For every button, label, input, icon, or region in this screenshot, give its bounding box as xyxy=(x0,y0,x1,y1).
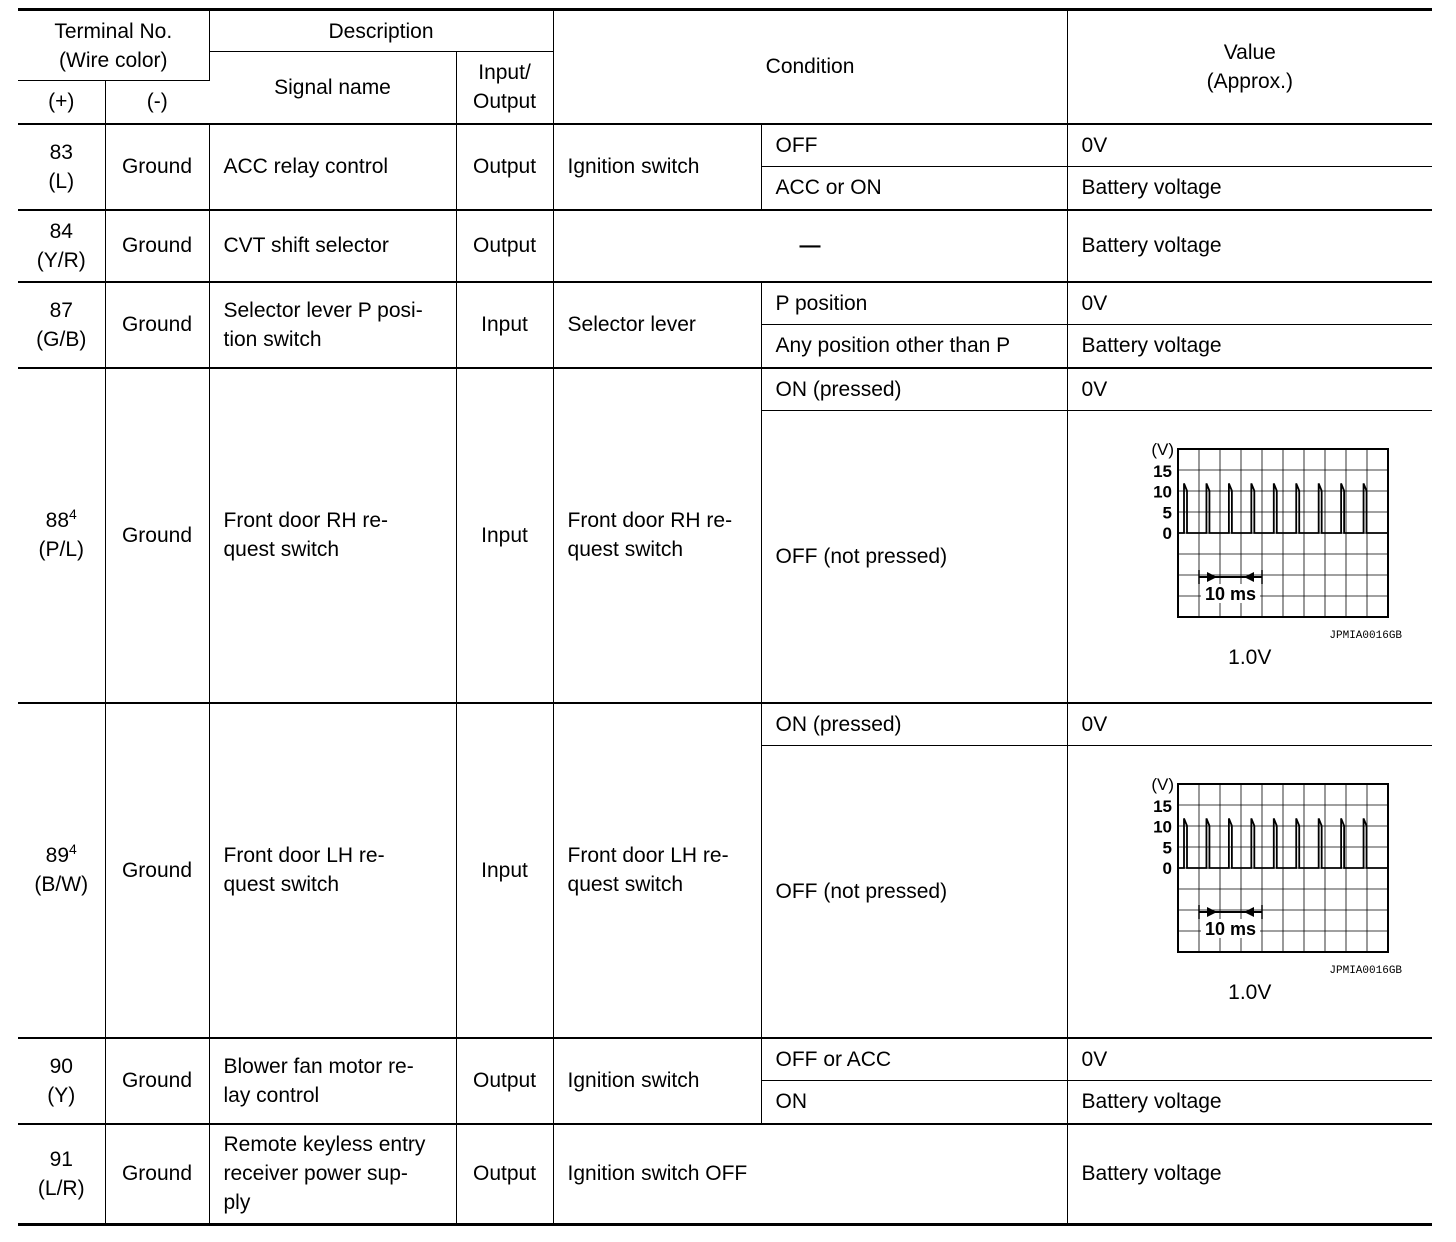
ground-cell: Ground xyxy=(105,282,209,368)
io-cell: Input xyxy=(456,703,553,1038)
value-cell: 0V xyxy=(1067,703,1432,746)
terminal-no-label: Terminal No. xyxy=(54,19,173,43)
state-cell: OFF (not pressed) xyxy=(761,746,1067,1038)
terminal-number: 87 xyxy=(49,298,73,322)
y-tick-label: 0 xyxy=(1162,524,1172,544)
description-header: Description xyxy=(209,10,553,52)
value-cell: 0V xyxy=(1067,282,1432,325)
oscilloscope-waveform xyxy=(1100,776,1400,966)
arrow-head xyxy=(1244,907,1254,917)
terminal-cell xyxy=(18,282,105,368)
io-cell: Input xyxy=(456,368,553,703)
wire-color: (L) xyxy=(48,169,75,193)
signal-name-cell xyxy=(209,282,456,368)
signal-name-line: Blower fan motor re- xyxy=(223,1054,414,1078)
y-tick-label: 5 xyxy=(1162,503,1172,523)
y-tick-label: 10 xyxy=(1152,817,1172,837)
signal-name-cell xyxy=(209,703,456,1038)
condition-cell: Ignition switch xyxy=(553,1038,761,1124)
signal-name-cell: ACC relay control xyxy=(209,124,456,210)
signal-name-line: Remote keyless entry xyxy=(223,1133,426,1157)
io-cell: Output xyxy=(456,210,553,282)
state-cell: ACC or ON xyxy=(761,167,1067,210)
waveform-cell xyxy=(1067,746,1432,1038)
ground-cell: Ground xyxy=(105,210,209,282)
value-cell: 0V xyxy=(1067,368,1432,411)
plus-header: (+) xyxy=(18,81,105,124)
signal-name-cell xyxy=(209,1038,456,1124)
io-label-1: Input/ xyxy=(478,61,531,85)
signal-name-line: Front door RH re- xyxy=(223,509,389,532)
terminal-number: 83 xyxy=(49,140,73,164)
terminal-cell xyxy=(18,1038,105,1124)
wire-color: (Y) xyxy=(47,1083,76,1107)
ground-cell: Ground xyxy=(105,1038,209,1124)
time-division-label: 10 ms xyxy=(1204,919,1256,940)
signal-name-header: Signal name xyxy=(209,52,456,124)
wire-color: (P/L) xyxy=(38,538,84,561)
condition-cell: Ignition switch OFF xyxy=(553,1124,1067,1225)
value-cell: Battery voltage xyxy=(1067,1124,1432,1225)
ground-cell: Ground xyxy=(105,703,209,1038)
signal-name-line: Front door LH re- xyxy=(223,844,385,867)
signal-name-line: quest switch xyxy=(223,873,340,896)
state-cell: OFF (not pressed) xyxy=(761,411,1067,703)
terminal-cell xyxy=(18,210,105,282)
state-cell: OFF or ACC xyxy=(761,1038,1067,1081)
ground-cell: Ground xyxy=(105,368,209,703)
footnote-mark: 4 xyxy=(69,841,77,857)
y-tick-label: 0 xyxy=(1162,859,1172,879)
figure-code: JPMIA0016GB xyxy=(1329,630,1403,643)
signal-name-line: Selector lever P posi- xyxy=(223,298,423,322)
io-label-2: Output xyxy=(472,90,537,114)
unit-label: (V) xyxy=(1151,776,1174,795)
value-label: Value xyxy=(1223,40,1276,64)
condition-line: Front door RH re- xyxy=(567,509,733,532)
waveform-cell xyxy=(1067,411,1432,703)
ground-cell: Ground xyxy=(105,1124,209,1225)
minus-header: (-) xyxy=(105,81,209,124)
arrow-head xyxy=(1207,572,1217,582)
y-tick-label: 15 xyxy=(1152,462,1172,482)
condition-cell xyxy=(553,368,761,703)
y-tick-label: 15 xyxy=(1152,797,1172,817)
value-cell: 0V xyxy=(1067,1038,1432,1081)
terminal-cell xyxy=(18,368,105,703)
arrow-head xyxy=(1207,907,1217,917)
figure-code: JPMIA0016GB xyxy=(1329,965,1403,978)
state-cell: OFF xyxy=(761,124,1067,167)
signal-name-line: lay control xyxy=(223,1083,320,1107)
arrow-head xyxy=(1244,572,1254,582)
state-cell: ON (pressed) xyxy=(761,368,1067,411)
ground-cell: Ground xyxy=(105,124,209,210)
signal-name-cell: CVT shift selector xyxy=(209,210,456,282)
state-cell: Any position other than P xyxy=(761,325,1067,368)
approx-label: (Approx.) xyxy=(1206,69,1293,93)
wire-color: (L/R) xyxy=(37,1176,85,1200)
value-cell: Battery voltage xyxy=(1067,1081,1432,1124)
signal-name-line: ply xyxy=(223,1191,251,1215)
signal-name-line: tion switch xyxy=(223,327,322,351)
io-cell: Output xyxy=(456,1038,553,1124)
terminal-cell xyxy=(18,703,105,1038)
terminal-number: 89 xyxy=(45,844,70,867)
y-tick-label: 5 xyxy=(1162,838,1172,858)
condition-line: quest switch xyxy=(567,873,684,896)
terminal-number: 91 xyxy=(49,1147,73,1171)
wire-color-label: (Wire color) xyxy=(59,48,168,72)
signal-name-cell xyxy=(209,1124,456,1225)
condition-cell xyxy=(553,703,761,1038)
terminal-cell xyxy=(18,124,105,210)
signal-name-cell xyxy=(209,368,456,703)
state-cell: P position xyxy=(761,282,1067,325)
value-cell: Battery voltage xyxy=(1067,325,1432,368)
terminal-spec-table xyxy=(18,8,1432,1226)
condition-cell: Selector lever xyxy=(553,282,761,368)
terminal-number: 84 xyxy=(49,219,73,243)
wire-color: (Y/R) xyxy=(36,248,86,272)
state-cell: ON (pressed) xyxy=(761,703,1067,746)
condition-line: quest switch xyxy=(567,538,684,561)
unit-label: (V) xyxy=(1151,441,1174,460)
signal-name-line: quest switch xyxy=(223,538,340,561)
value-header xyxy=(1067,10,1432,124)
wire-color: (G/B) xyxy=(36,327,87,351)
value-cell: 1.0V xyxy=(1228,646,1272,670)
condition-line: Front door LH re- xyxy=(567,844,729,867)
oscilloscope-waveform xyxy=(1100,441,1400,631)
value-cell: Battery voltage xyxy=(1067,210,1432,282)
terminal-number: 88 xyxy=(45,509,70,532)
time-division-label: 10 ms xyxy=(1204,584,1256,605)
terminal-cell xyxy=(18,1124,105,1225)
value-cell: 0V xyxy=(1067,124,1432,167)
io-cell: Input xyxy=(456,282,553,368)
wire-color: (B/W) xyxy=(34,873,89,896)
terminal-number: 90 xyxy=(49,1054,73,1078)
io-cell: Output xyxy=(456,1124,553,1225)
condition-cell: — xyxy=(553,210,1067,282)
value-cell: Battery voltage xyxy=(1067,167,1432,210)
y-tick-label: 10 xyxy=(1152,482,1172,502)
value-cell: 1.0V xyxy=(1228,981,1272,1005)
io-header xyxy=(456,52,553,124)
io-cell: Output xyxy=(456,124,553,210)
condition-cell: Ignition switch xyxy=(553,124,761,210)
signal-name-line: receiver power sup- xyxy=(223,1162,408,1186)
state-cell: ON xyxy=(761,1081,1067,1124)
footnote-mark: 4 xyxy=(69,506,77,522)
terminal-no-header xyxy=(18,10,209,81)
condition-header: Condition xyxy=(553,10,1067,124)
